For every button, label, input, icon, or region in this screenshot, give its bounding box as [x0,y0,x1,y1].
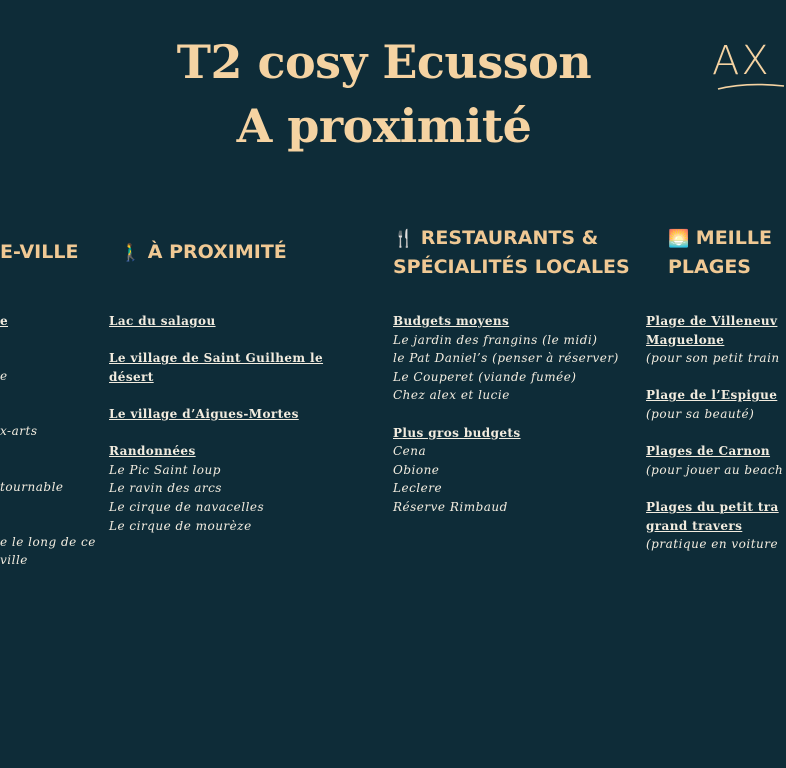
proximite-list [109,312,323,535]
list-item: Le cirque de navacelles [109,499,265,514]
link-plages-grand-travers[interactable]: grand travers [646,518,743,533]
link-plage-villeneuve[interactable]: Plage de Villeneuv [646,314,778,328]
link-lac-salagou[interactable]: Lac du salagou [109,314,216,328]
list-item: Le ravin des arcs [109,481,222,496]
list-item: e le long de ce [0,534,96,549]
proximite-heading-text: À PROXIMITÉ [147,241,287,263]
list-item: x-arts [0,424,38,439]
list-item: Réserve Rimbaud [393,499,508,514]
link-budgets-moyens[interactable]: Budgets moyens [393,314,510,328]
page-subtitle: A proximité [236,99,532,153]
list-item: Obione [393,462,440,477]
link-randonnees[interactable]: Randonnées [109,444,196,459]
list-item: Le jardin des frangins (le midi) [393,332,598,347]
list-item: (pour son petit train [646,351,780,366]
list-item: Chez alex et lucie [393,388,510,403]
link-saint-guilhem[interactable]: Le village de Saint Guilhem le [109,351,324,366]
restaurants-heading [393,224,630,281]
list-item: (pour jouer au beach [646,462,784,477]
restaurants-heading-line1: RESTAURANTS & [420,227,599,249]
list-item: Le Pic Saint loup [109,462,221,477]
list-item: (pour sa beauté) [646,406,755,421]
centre-ville-heading: E-VILLE [0,241,79,263]
fork-knife-icon: 🍴 [393,229,415,249]
link-aigues-mortes[interactable]: Le village d’Aigues-Mortes [109,406,299,421]
plages-heading-line2: PLAGES [668,256,751,278]
link-plage-espiguette[interactable]: Plage de l’Espigue [646,388,778,403]
list-item: ville [0,553,28,568]
list-item: tournable [0,479,64,494]
list-item[interactable]: e [0,314,9,328]
restaurants-list [393,312,619,517]
plages-heading [668,224,772,281]
link-saint-guilhem-cont[interactable]: désert [109,369,154,384]
logo-swoosh-icon [716,80,786,92]
plages-heading-line1: MEILLE [695,227,772,249]
list-item: Leclere [393,481,443,496]
walking-person-icon: 🚶‍♂️ [120,243,142,263]
restaurants-heading-line2: SPÉCIALITÉS LOCALES [393,256,630,278]
link-gros-budgets[interactable]: Plus gros budgets [393,425,521,440]
plages-list [646,312,783,554]
list-item: e [0,369,8,384]
page-title: T2 cosy Ecusson [176,35,592,89]
link-plage-villeneuve-cont[interactable]: Maguelone [646,332,725,347]
centre-ville-list [0,312,96,570]
proximite-heading [120,238,287,267]
link-plages-carnon[interactable]: Plages de Carnon [646,444,771,459]
brand-logo: AX [712,38,771,84]
list-item: Le cirque de mourèze [109,518,252,533]
list-item: (pratique en voiture [646,537,779,552]
list-item: Cena [393,444,427,459]
sunrise-icon: 🌅 [668,229,690,249]
list-item: le Pat Daniel’s (penser à réserver) [393,351,619,366]
list-item: Le Couperet (viande fumée) [393,369,577,384]
link-plages-petit-travers[interactable]: Plages du petit tra [646,499,779,514]
